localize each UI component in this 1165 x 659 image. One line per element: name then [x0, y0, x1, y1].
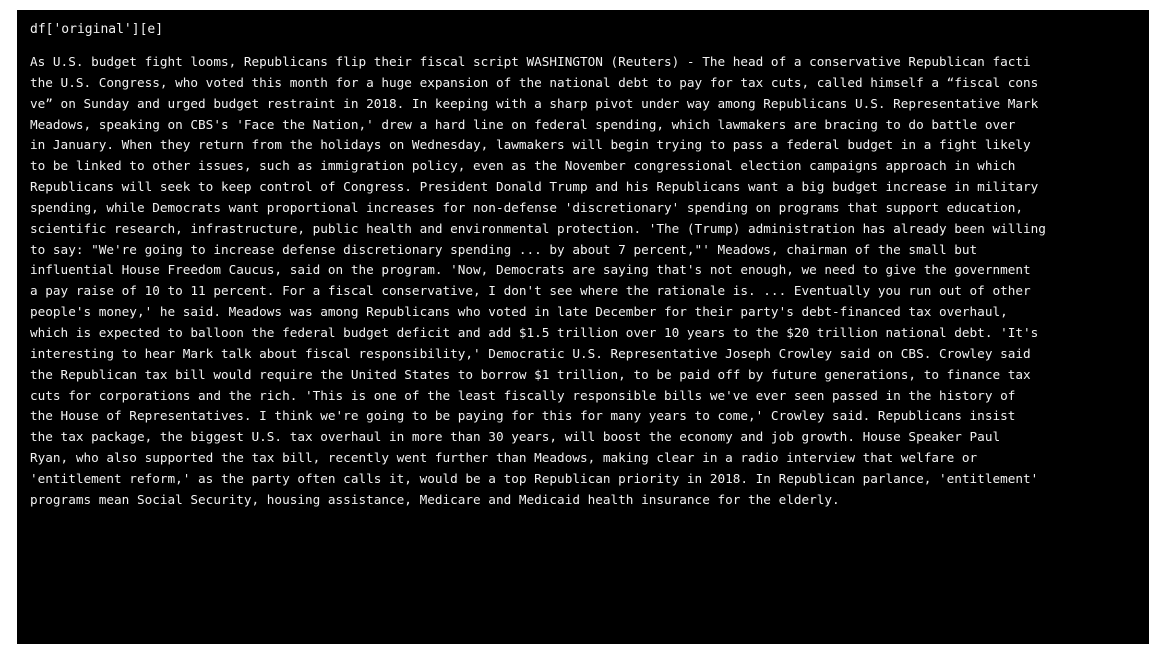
output-line: cuts for corporations and the rich. 'This is one of the least fiscally responsible bills we've ever seen passed in the history of	[30, 387, 1016, 403]
notebook-output-panel	[17, 10, 1149, 644]
output-line: ve” on Sunday and urged budget restraint in 2018. In keeping with a sharp pivot under way among Republicans U.S. Representative Mark	[30, 95, 1039, 111]
output-line: spending, while Democrats want proportional increases for non-defense 'discretionary' spending on programs that support education,	[30, 199, 1024, 215]
output-line: the Republican tax bill would require the United States to borrow $1 trillion, to be paid off by future generations, to finance tax	[30, 366, 1031, 382]
output-line: programs mean Social Security, housing assistance, Medicare and Medicaid health insurance for the elderly.	[30, 491, 840, 507]
output-line: 'entitlement reform,' as the party often calls it, would be a top Republican priority in 2018. In Republican parlance, 'entitlement'	[30, 470, 1039, 486]
output-line: to say: "We're going to increase defense discretionary spending ... by about 7 percent,"' Meadows, chairman of the small but	[30, 241, 978, 257]
output-line: scientific research, infrastructure, public health and environmental protection. 'The (Trump) administration has already been willing	[30, 220, 1046, 236]
output-line: the U.S. Congress, who voted this month for a huge expansion of the national debt to pay for tax cuts, called himself a “fiscal cons	[30, 74, 1039, 90]
output-line: to be linked to other issues, such as immigration policy, even as the November congressional election campaigns approach in which	[30, 158, 1016, 174]
output-line: the House of Representatives. I think we're going to be paying for this for many years to come,' Crowley said. Republicans insist	[30, 408, 1016, 424]
output-line: people's money,' he said. Meadows was among Republicans who voted in late December for their party's debt-financed tax overhaul,	[30, 304, 1008, 320]
output-line: the tax package, the biggest U.S. tax overhaul in more than 30 years, will boost the economy and job growth. House Speaker Paul	[30, 429, 1001, 445]
output-line: Republicans will seek to keep control of Congress. President Donald Trump and his Republicans want a big budget increase in military	[30, 179, 1039, 195]
output-line: in January. When they return from the holidays on Wednesday, lawmakers will begin trying to pass a federal budget in a fight likely	[30, 137, 1031, 153]
cell-output-text	[30, 52, 1149, 511]
output-line: Ryan, who also supported the tax bill, recently went further than Meadows, making clear in a radio interview that welfare or	[30, 450, 978, 466]
output-line: which is expected to balloon the federal budget deficit and add $1.5 trillion over 10 years to the $20 trillion national debt. 'It's	[30, 324, 1039, 340]
output-line: As U.S. budget fight looms, Republicans flip their fiscal script WASHINGTON (Reuters) - The head of a conservative Republican facti	[30, 54, 1031, 69]
output-line: Meadows, speaking on CBS's 'Face the Nation,' drew a hard line on federal spending, which lawmakers are bracing to do battle over	[30, 116, 1016, 132]
output-line: influential House Freedom Caucus, said on the program. 'Now, Democrats are saying that's not enough, we need to give the government	[30, 262, 1031, 278]
output-line: interesting to hear Mark talk about fiscal responsibility,' Democratic U.S. Representative Joseph Crowley said on CBS. Crowley said	[30, 345, 1031, 361]
output-line: a pay raise of 10 to 11 percent. For a fiscal conservative, I don't see where the rationale is. ... Eventually you run out of other	[30, 283, 1031, 299]
code-input[interactable]: df['original'][e]	[30, 22, 164, 37]
